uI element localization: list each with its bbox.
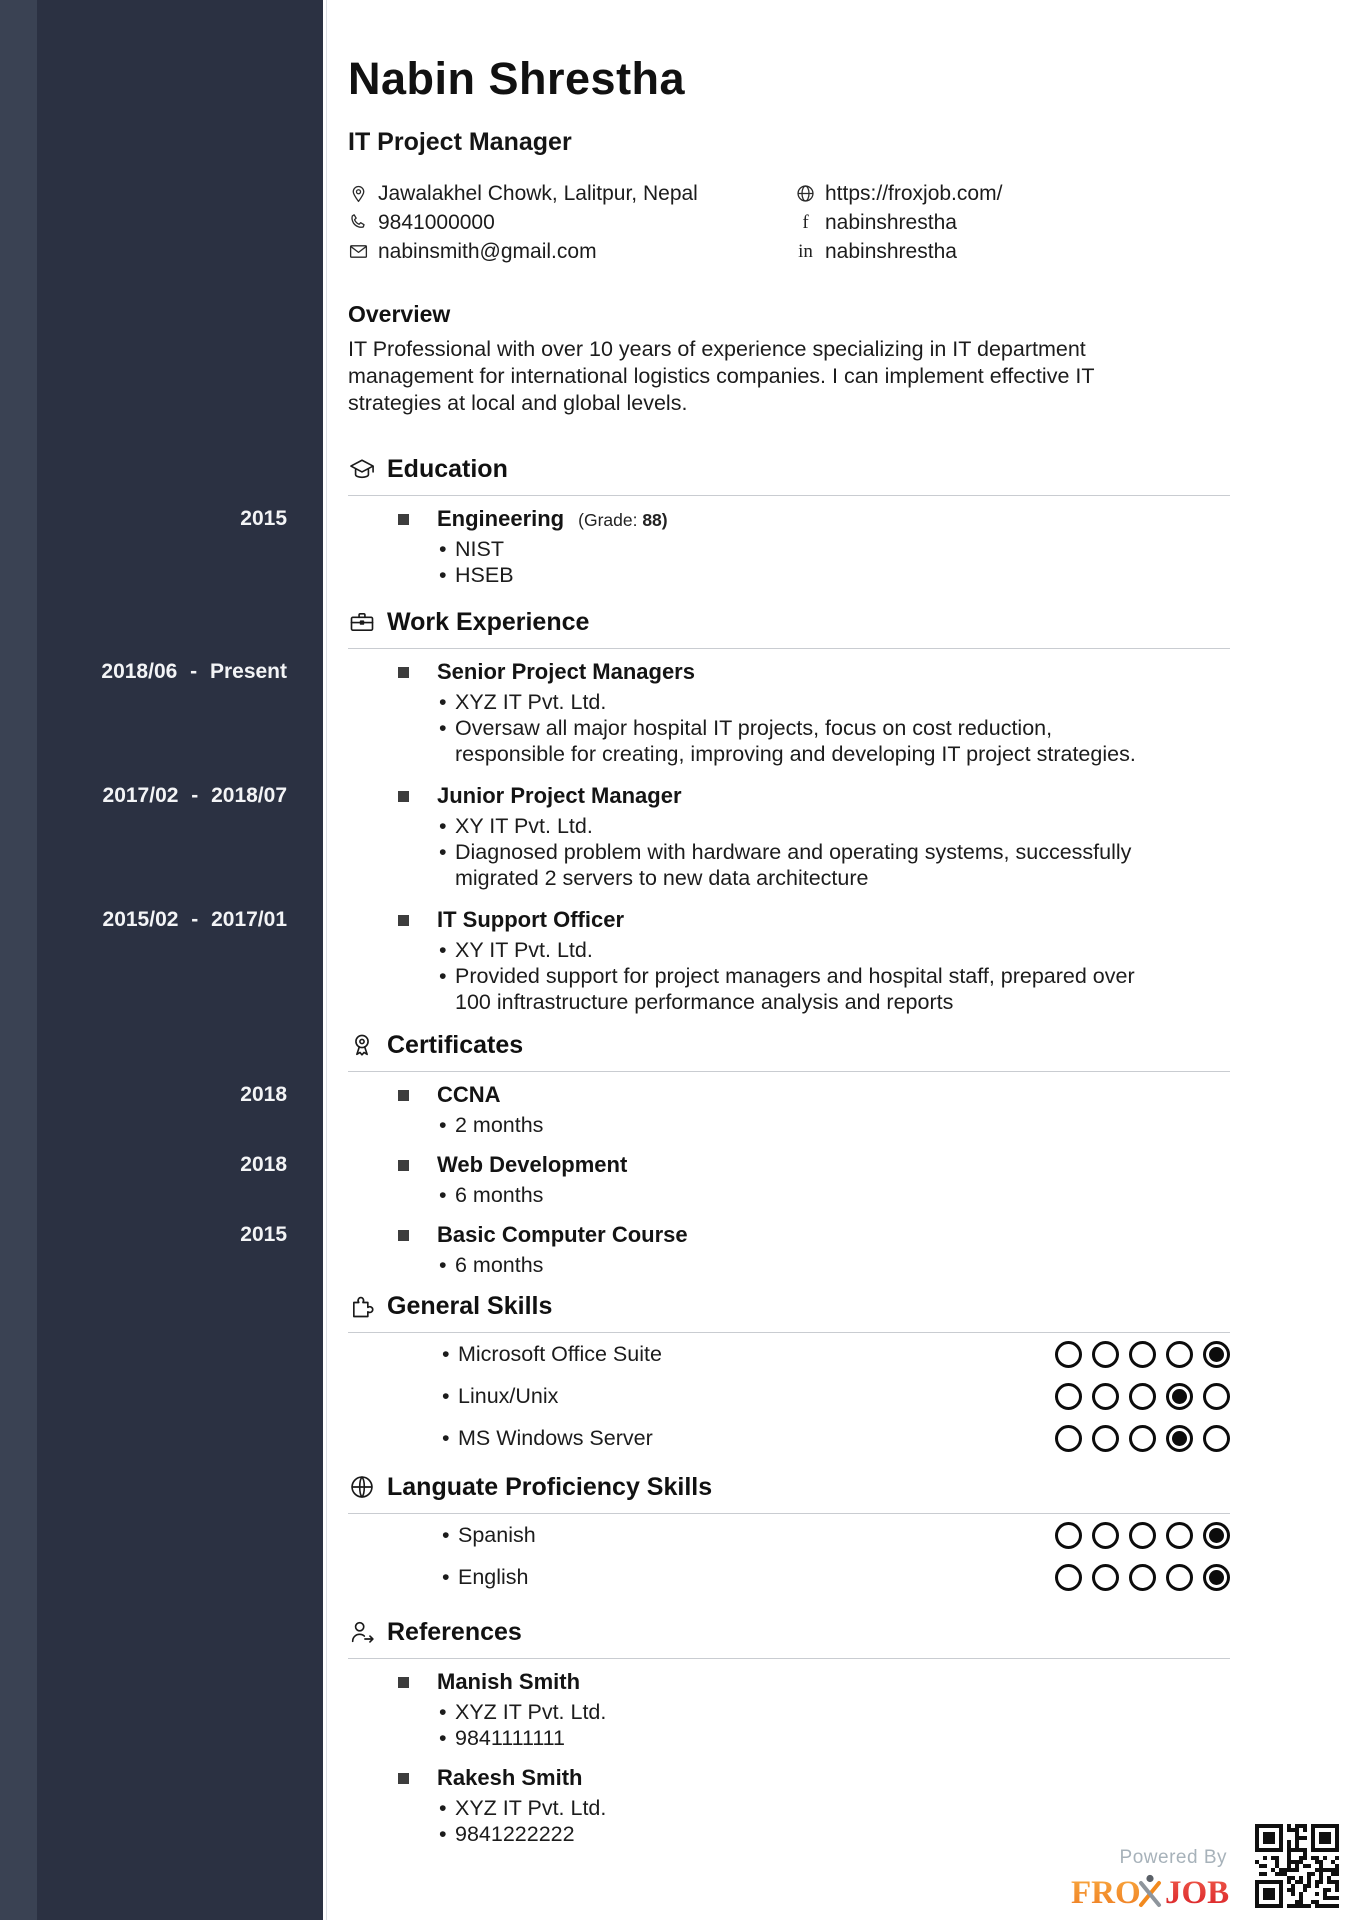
education-entry-title: Engineering xyxy=(437,506,565,531)
list-item: • XYZ IT Pvt. Ltd. xyxy=(437,1699,1137,1725)
square-bullet xyxy=(398,667,409,678)
contact-list xyxy=(348,179,1230,266)
skill-rating xyxy=(1055,1383,1230,1410)
certificate-entry xyxy=(398,1152,1230,1208)
rating-dot xyxy=(1166,1341,1193,1368)
rating-dot xyxy=(1092,1425,1119,1452)
certificate-details xyxy=(437,1182,1137,1208)
globe-icon xyxy=(795,183,816,204)
puzzle-icon xyxy=(348,1292,376,1320)
certificate-details xyxy=(437,1252,1137,1278)
language-skills-section-title: Languate Proficiency Skills xyxy=(387,1473,713,1501)
language-globe-icon xyxy=(348,1473,376,1501)
rating-dot xyxy=(1129,1341,1156,1368)
square-bullet xyxy=(398,915,409,926)
list-item: • Diagnosed problem with hardware and operating systems, successfully migrated 2 servers to new data architecture xyxy=(437,839,1137,891)
contact-email[interactable] xyxy=(348,240,795,264)
certificate-date: 2018 xyxy=(240,1083,287,1106)
rating-dot xyxy=(1092,1383,1119,1410)
facebook-icon: f xyxy=(802,212,809,233)
rating-dot xyxy=(1092,1522,1119,1549)
skill-rating xyxy=(1055,1341,1230,1368)
education-entry-date: 2015 xyxy=(240,507,287,530)
certificate-entry xyxy=(398,1082,1230,1138)
square-bullet xyxy=(398,791,409,802)
skill-row xyxy=(0,1333,1345,1375)
skill-label: • Linux/Unix xyxy=(440,1384,558,1409)
overview-title: Overview xyxy=(348,301,451,327)
reference-details xyxy=(437,1795,1137,1847)
education-grade: (Grade: 88) xyxy=(578,510,668,530)
rating-dot xyxy=(1055,1341,1082,1368)
contact-linkedin-text[interactable]: nabinshrestha xyxy=(825,239,957,263)
branding[interactable] xyxy=(1071,1847,1233,1912)
general-skills-header-row xyxy=(0,1292,1345,1333)
rating-dot xyxy=(1129,1425,1156,1452)
references-section-title: References xyxy=(387,1618,522,1646)
language-rating xyxy=(1055,1522,1230,1549)
skill-row xyxy=(0,1514,1345,1556)
rating-dot-selected xyxy=(1203,1564,1230,1591)
list-item: • Provided support for project managers and hospital staff, prepared over 100 inftrastructure performance analysis and reports xyxy=(437,963,1137,1015)
certificates-section-header xyxy=(348,1031,1230,1059)
skill-row xyxy=(0,1556,1345,1598)
qr-code xyxy=(1251,1820,1343,1912)
rating-dot xyxy=(1055,1522,1082,1549)
language-skills-header-row xyxy=(0,1473,1345,1514)
work-entry-title: Senior Project Managers xyxy=(437,659,695,684)
language-rating xyxy=(1055,1564,1230,1591)
rating-dot xyxy=(1055,1383,1082,1410)
rating-dot xyxy=(1055,1425,1082,1452)
contact-facebook-text[interactable]: nabinshrestha xyxy=(825,210,957,234)
rating-dot xyxy=(1129,1522,1156,1549)
section-divider xyxy=(348,495,1230,496)
education-header-row xyxy=(0,455,1345,496)
graduation-cap-icon xyxy=(348,455,376,483)
contact-phone xyxy=(348,211,795,235)
contact-email-text[interactable]: nabinsmith@gmail.com xyxy=(378,239,597,263)
certificate-date: 2018 xyxy=(240,1153,287,1176)
rating-dot-selected xyxy=(1166,1383,1193,1410)
references-section-header xyxy=(348,1618,1230,1646)
square-bullet xyxy=(398,1773,409,1784)
work-entry-details xyxy=(437,937,1137,1015)
phone-icon xyxy=(348,212,369,233)
reference-name: Rakesh Smith xyxy=(437,1765,583,1790)
skill-row xyxy=(0,1417,1345,1459)
overview-section xyxy=(348,300,1230,417)
references-header-row xyxy=(0,1618,1345,1659)
list-item: • HSEB xyxy=(437,562,1137,588)
certificate-title: Basic Computer Course xyxy=(437,1222,688,1247)
certificate-title: Web Development xyxy=(437,1152,628,1177)
work-section-title: Work Experience xyxy=(387,608,590,636)
section-divider xyxy=(348,1071,1230,1072)
work-entry xyxy=(398,783,1230,891)
rating-dot xyxy=(1203,1425,1230,1452)
linkedin-icon: in xyxy=(798,241,813,262)
square-bullet xyxy=(398,1677,409,1688)
list-item: • 2 months xyxy=(437,1112,1137,1138)
list-item: • 9841222222 xyxy=(437,1821,1137,1847)
job-title: IT Project Manager xyxy=(348,128,572,156)
contact-website[interactable] xyxy=(795,182,1230,206)
froxjob-logo[interactable] xyxy=(1071,1870,1233,1910)
education-section-title: Education xyxy=(387,455,508,483)
language-label: • English xyxy=(440,1565,529,1590)
work-entry-title: IT Support Officer xyxy=(437,907,624,932)
work-entry-row xyxy=(0,783,1345,891)
general-skills-section-header xyxy=(348,1292,1230,1320)
resume-header xyxy=(348,0,1230,417)
reference-name: Manish Smith xyxy=(437,1669,581,1694)
rating-dot xyxy=(1055,1564,1082,1591)
list-item: • XYZ IT Pvt. Ltd. xyxy=(437,1795,1137,1821)
certificate-entry-row xyxy=(0,1152,1345,1208)
certificates-header-row xyxy=(0,1031,1345,1072)
certificate-entry xyxy=(398,1222,1230,1278)
header-row xyxy=(0,0,1345,417)
rating-dot xyxy=(1092,1564,1119,1591)
certificates-section-title: Certificates xyxy=(387,1031,524,1059)
skill-label: • MS Windows Server xyxy=(440,1426,653,1451)
skill-label: • Microsoft Office Suite xyxy=(440,1342,662,1367)
work-entry-details xyxy=(437,689,1137,767)
work-section-header xyxy=(348,608,1230,636)
list-item: • Oversaw all major hospital IT projects, focus on cost reduction, responsible for creating, improving and developing IT project strategies. xyxy=(437,715,1137,767)
list-item: • XY IT Pvt. Ltd. xyxy=(437,813,1137,839)
contact-location-text: Jawalakhel Chowk, Lalitpur, Nepal xyxy=(378,181,698,205)
sidebar-spacer xyxy=(0,0,323,417)
list-item: • 9841111111 xyxy=(437,1725,1137,1751)
education-entry xyxy=(398,506,1230,588)
square-bullet xyxy=(398,514,409,525)
work-entry-date: 2017/02 - 2018/07 xyxy=(102,784,287,807)
envelope-icon xyxy=(348,241,369,262)
rating-dot xyxy=(1092,1341,1119,1368)
list-item: • XYZ IT Pvt. Ltd. xyxy=(437,689,1137,715)
reference-details xyxy=(437,1699,1137,1751)
work-entry-row xyxy=(0,907,1345,1015)
location-pin-icon xyxy=(348,183,369,204)
reference-entry-row xyxy=(0,1669,1345,1751)
contact-phone-text: 9841000000 xyxy=(378,210,495,234)
square-bullet xyxy=(398,1090,409,1101)
contact-facebook[interactable] xyxy=(795,211,1230,235)
education-entry-details xyxy=(437,536,1137,588)
list-item: • 6 months xyxy=(437,1182,1137,1208)
svg-text:FRO: FRO xyxy=(1071,1875,1141,1910)
rating-dot xyxy=(1129,1383,1156,1410)
work-entry-row xyxy=(0,659,1345,767)
language-skills-section-header xyxy=(348,1473,1230,1501)
powered-by-label: Powered By xyxy=(1119,1847,1227,1868)
certificate-entry-row xyxy=(0,1082,1345,1138)
footer xyxy=(1071,1820,1343,1912)
briefcase-icon xyxy=(348,608,376,636)
logo-person-x-icon xyxy=(1141,1875,1159,1905)
skill-row xyxy=(0,1375,1345,1417)
work-entry xyxy=(398,907,1230,1015)
medal-icon xyxy=(348,1031,376,1059)
rating-dot-selected xyxy=(1203,1522,1230,1549)
education-entry-row xyxy=(0,506,1345,588)
work-header-row xyxy=(0,608,1345,649)
reference-entry xyxy=(398,1669,1230,1751)
contact-website-text[interactable]: https://froxjob.com/ xyxy=(825,181,1003,205)
rating-dot xyxy=(1203,1383,1230,1410)
certificate-title: CCNA xyxy=(437,1082,501,1107)
overview-text: IT Professional with over 10 years of experience specializing in IT department management for international logistics companies. I can implement effective IT strategies at local and global levels. xyxy=(348,337,1095,415)
work-entry-date: 2018/06 - Present xyxy=(101,660,287,683)
rating-dot-selected xyxy=(1203,1341,1230,1368)
certificate-entry-row xyxy=(0,1222,1345,1278)
list-item: • XY IT Pvt. Ltd. xyxy=(437,937,1137,963)
section-divider xyxy=(348,648,1230,649)
square-bullet xyxy=(398,1160,409,1171)
list-item: • NIST xyxy=(437,536,1137,562)
language-label: • Spanish xyxy=(440,1523,536,1548)
rating-dot-selected xyxy=(1166,1425,1193,1452)
work-entry-title: Junior Project Manager xyxy=(437,783,682,808)
contact-linkedin[interactable] xyxy=(795,240,1230,264)
section-divider xyxy=(348,1658,1230,1659)
education-section-header xyxy=(348,455,1230,483)
person-name: Nabin Shrestha xyxy=(348,53,686,104)
work-entry-details xyxy=(437,813,1137,891)
rating-dot xyxy=(1166,1564,1193,1591)
rating-dot xyxy=(1129,1564,1156,1591)
certificate-date: 2015 xyxy=(240,1223,287,1246)
work-entry-date: 2015/02 - 2017/01 xyxy=(102,908,287,931)
person-arrow-icon xyxy=(348,1618,376,1646)
work-entry xyxy=(398,659,1230,767)
general-skills-section-title: General Skills xyxy=(387,1292,553,1320)
rating-dot xyxy=(1166,1522,1193,1549)
skill-rating xyxy=(1055,1425,1230,1452)
list-item: • 6 months xyxy=(437,1252,1137,1278)
svg-text:JOB: JOB xyxy=(1165,1875,1230,1910)
square-bullet xyxy=(398,1230,409,1241)
contact-location xyxy=(348,182,795,206)
certificate-details xyxy=(437,1112,1137,1138)
